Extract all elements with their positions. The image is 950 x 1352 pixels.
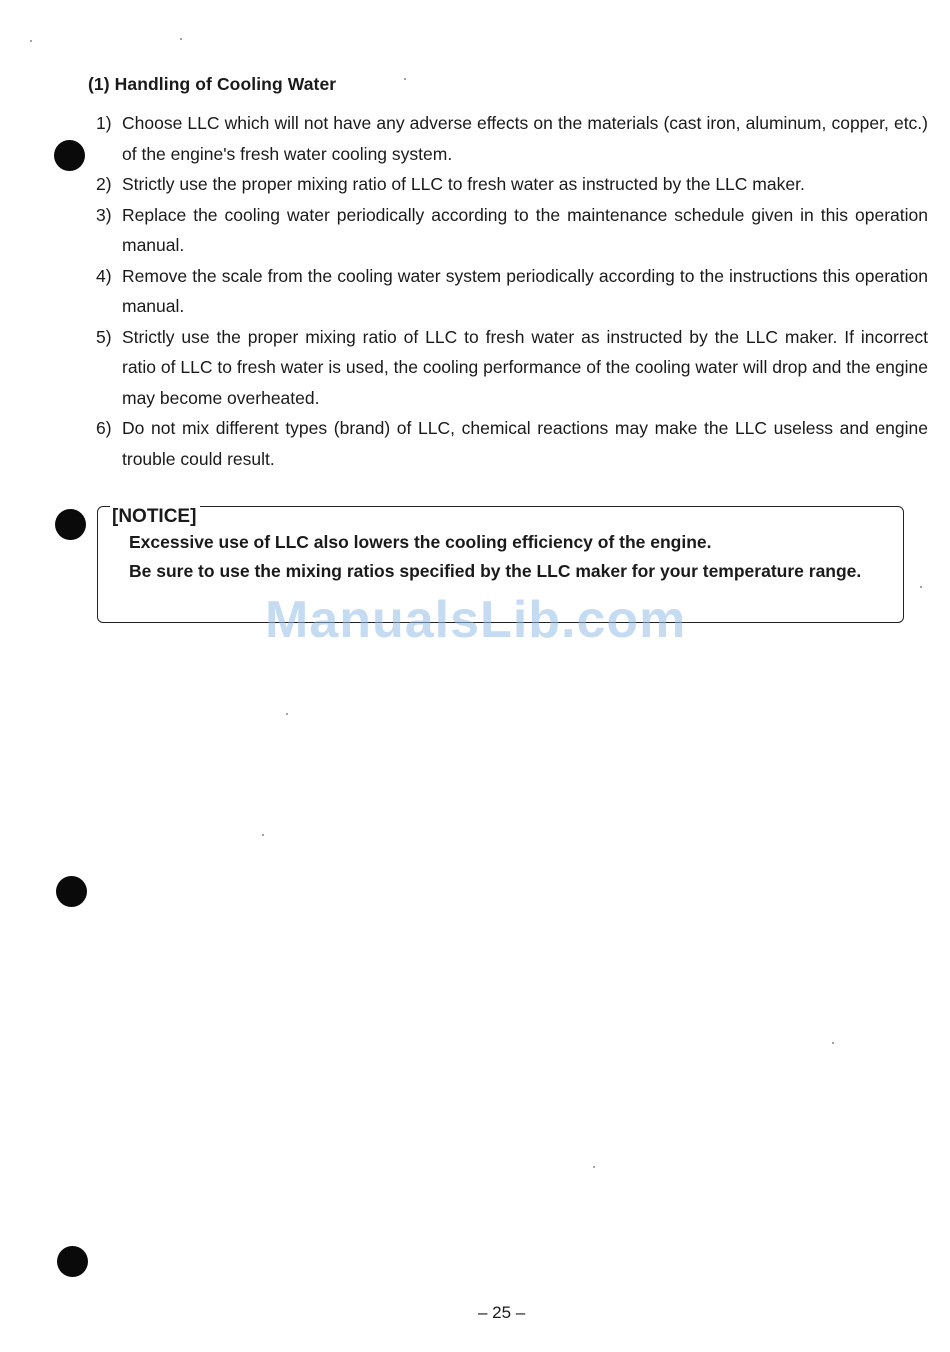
notice-title: [NOTICE] bbox=[110, 505, 200, 529]
list-item bbox=[96, 261, 928, 322]
notice-line: Excessive use of LLC also lowers the cooling efficiency of the engine. bbox=[129, 532, 712, 552]
scan-speck bbox=[832, 1042, 834, 1044]
item-text: Choose LLC which will not have any adverse effects on the materials (cast iron, aluminum, copper, etc.) of the engine's fresh water cooling system. bbox=[122, 113, 928, 164]
item-text: Remove the scale from the cooling water system periodically according to the instructions this operation manual. bbox=[122, 265, 928, 316]
punch-hole-icon bbox=[57, 1246, 88, 1277]
list-item bbox=[96, 108, 928, 169]
item-text: Do not mix different types (brand) of LLC, chemical reactions may make the LLC useless and engine trouble could result. bbox=[122, 418, 928, 469]
instruction-list bbox=[96, 108, 928, 474]
item-number: 2) bbox=[96, 174, 112, 194]
list-item bbox=[96, 413, 928, 474]
item-number: 5) bbox=[96, 326, 112, 347]
scan-speck bbox=[920, 586, 922, 588]
item-text: Replace the cooling water periodically according to the maintenance schedule given in this operation manual. bbox=[122, 204, 928, 255]
list-item bbox=[96, 322, 928, 414]
watermark: ManualsLib.com bbox=[265, 591, 687, 649]
page-number: – 25 – bbox=[478, 1303, 526, 1322]
notice-line: Be sure to use the mixing ratios specified by the LLC maker for your temperature range. bbox=[129, 561, 862, 581]
item-text: Strictly use the proper mixing ratio of LLC to fresh water as instructed by the LLC maker. If incorrect ratio of LLC to fresh water is used, the cooling performance of the cooling water will drop and the engine may become overheated. bbox=[122, 326, 928, 408]
list-item bbox=[96, 169, 928, 200]
punch-hole-icon bbox=[56, 876, 87, 907]
item-number: 1) bbox=[96, 113, 112, 133]
punch-hole-icon bbox=[55, 509, 86, 540]
item-number: 6) bbox=[96, 418, 112, 438]
scan-speck bbox=[180, 38, 182, 40]
scan-speck bbox=[262, 834, 264, 836]
scan-speck bbox=[404, 78, 406, 80]
scan-speck bbox=[593, 1166, 595, 1168]
section-title: (1) Handling of Cooling Water bbox=[88, 74, 337, 94]
scan-speck bbox=[286, 713, 288, 715]
notice-body bbox=[129, 528, 889, 586]
item-text: Strictly use the proper mixing ratio of LLC to fresh water as instructed by the LLC maker. bbox=[122, 174, 805, 194]
item-number: 3) bbox=[96, 204, 112, 225]
item-number: 4) bbox=[96, 265, 112, 286]
scan-speck bbox=[30, 40, 32, 42]
list-item bbox=[96, 200, 928, 261]
punch-hole-icon bbox=[54, 140, 85, 171]
